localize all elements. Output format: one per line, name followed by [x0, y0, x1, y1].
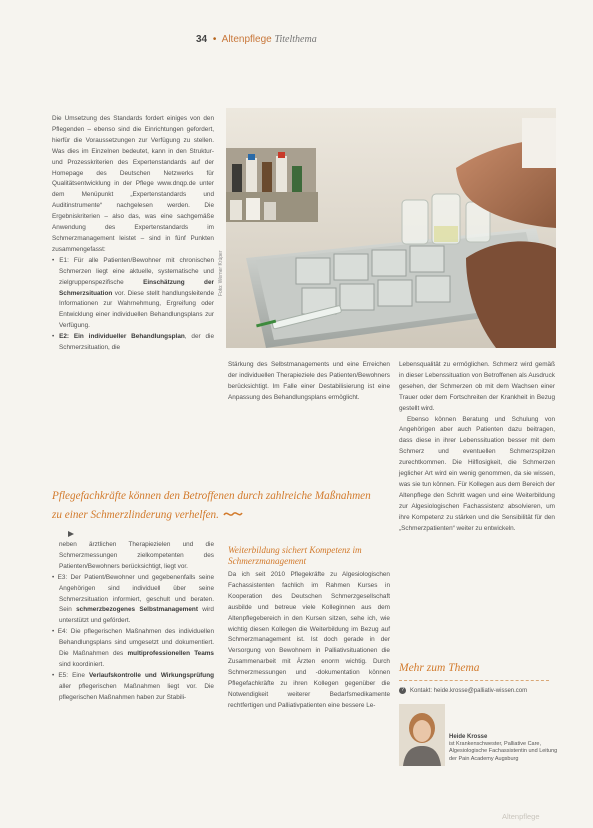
column-3-top: [399, 360, 555, 535]
info-icon: ?: [399, 687, 406, 694]
author-box: [449, 734, 559, 763]
column-3-text-1: Lebensqualität zu ermöglichen. Schmerz wird gemäß in dieser Lebenssituation von Betroffenen als Ausdruck gesehen, der Schmerzen ob mit dem Wachsen einer Trauer oder dem Fortschreiten der Krankheit in Bezug gestellt wird.: [399, 361, 555, 412]
more-on-topic-title: Mehr zum Thema: [399, 662, 480, 674]
column-2-bottom-text: Da ich seit 2010 Pflegekräfte zu Algesiologischen Fachassistenten fachlich im Rahmen Kurses in Kooperation des Deutschen Schmerzgesellschaft ausbilde und betreue viele Kolleginnen aus dem Altenpflegebereich in den Kursen sitzen, sehe ich, wie wichtig diesen Kollegen die Weiterbildung im Bezug auf Schmerzmanagement ist. Ist doch gerade in der Versorgung von Bewohnern in Palliativsituationen die Zusammenarbeit mit Ärzten enorm wichtig. Durch Schmerzmessungen und -dokumentation können Pflegefachkräfte zu ihren Kollegen gegenüber die Notwendigkeit weiterer Bedarfsmedikamente rechtfertigen und Palliativpatienten eine bessere Le-: [228, 571, 390, 709]
criterion-e4: • E4: Die pflegerischen Maßnahmen des individuellen Behandlungsplans sind umgesetzt und dokumentiert. Die Maßnahmen des multiprofessionellen Teams sind koordiniert.: [52, 628, 214, 668]
header-separator: •: [212, 34, 217, 45]
wave-ornament-icon: [223, 506, 243, 525]
subsection-name: Titelthema: [274, 34, 317, 45]
author-portrait: [399, 704, 445, 766]
column-2-top: [228, 360, 390, 404]
column-2-bottom: [228, 570, 390, 712]
criterion-e3: • E3: Der Patient/Bewohner und gegebenenfalls seine Angehörigen sind individuell über seine Schmerzsituation informiert, geschult und beraten. Sein schmerzbezogenes Selbstmanagement wird unterstützt und gefördert.: [52, 573, 214, 625]
column-3-text-2: Ebenso können Beratung und Schulung von Angehörigen aber auch Patienten dazu beitragen, dass diese in ihrer Lebenssituation besser mit dem Schmerz und eventuellen Schmerzspitzen zurechtkommen. Die Hilflosigkeit, die Schmerzen jeglicher Art wird ein wenig genommen, da sie wissen, was sie tun können. Für Kollegen aus dem Bereich der Altenpflege den Schritt wagen und eine Weiterbildung zur Algesiologischen Fachassistenz absolvieren, um ihre Kompetenz zu stärken und die Sensibilität für den „Schmerzpatienten“ weiter zu entwickeln.: [399, 415, 555, 532]
continue-arrow-icon: [68, 531, 74, 537]
article-photo: [226, 108, 556, 348]
column-1-bottom: [52, 540, 214, 704]
criterion-e2-continued: neben ärztlichen Therapiezielen und die Schmerzmessungen zielkompetenten des Patienten/Bewohners berücksichtigt, liegt vor.: [59, 541, 214, 570]
section-subhead: Weiterbildung sichert Kompetenz im Schmerzmanagement: [228, 545, 362, 566]
author-name: Heide Krosse: [449, 734, 488, 740]
section-name: Altenpflege: [221, 34, 272, 45]
running-header: [196, 34, 317, 45]
divider: [399, 680, 549, 681]
pull-quote: Pflegefachkräfte können den Betroffenen durch zahlreiche Maßnahmen zu einer Schmerzlinderung verhelfen.: [52, 487, 382, 525]
page-number: 34: [196, 34, 208, 45]
intro-paragraph: Die Umsetzung des Standards fordert einiges von den Pflegenden – ebenso sind die Einrichtungen gefordert, hierfür die Voraussetzungen zur Verfügung zu stellen. Was dies im Einzelnen bedeutet, kann in den Struktur- und Prozesskriterien des Expertenstandards auf der Homepage des Deutschen Netzwerks für Qualitätsentwicklung in der Pflege www.dnqp.de unter dem Menüpunkt „Expertenstandards und Auditinstrumente“ nachgelesen werden. Die Ergebniskriterien – also das, was eine sachgemäße Anwendung des Expertenstandards im Schmerzmanagement leistet – sind in fünf Punkten zusammengefasst:: [52, 115, 214, 253]
medication-tray-illustration: [226, 108, 556, 348]
criterion-e2: • E2: Ein individueller Behandlungsplan, der die Schmerzsituation, die: [52, 333, 215, 352]
criterion-e1: • E1: Für alle Patienten/Bewohner mit chronischen Schmerzen liegt eine aktuelle, systematische und zielgruppenspezifische Einschätzung der Schmerzsituation vor. Diese stellt handlungsleitende Informationen zur Wahrnehmung, Ergreifung oder Entwicklung einer individuellen Behandlungsplans zur Verfügung.: [52, 256, 215, 330]
criterion-e5: • E5: Eine Verlaufskontrolle und Wirkungsprüfung aller pflegerischen Maßnahmen liegt vor. Die pflegerischen Maßnahmen haben zur Stabili-: [52, 671, 215, 701]
contact-link[interactable]: ? Kontakt: heide.krosse@palliativ-wissen.com: [399, 687, 527, 694]
footer-brand: Altenpflege: [502, 812, 540, 821]
column-2-top-text: Stärkung des Selbstmanagements und eine Erreichen der individuellen Therapieziele des Patienten/Bewohners berücksichtigt. Im Falle einer Destabilisierung ist eine Anpassung des Behandlungsplans ermöglicht.: [228, 361, 390, 401]
column-1-top: [52, 114, 214, 354]
author-bio: ist Krankenschwester, Palliative Care, Algesiologische Fachassistentin und Leitung der Pain Academy Augsburg: [449, 741, 558, 762]
photo-credit: Foto: Werner Krüper: [218, 250, 224, 296]
